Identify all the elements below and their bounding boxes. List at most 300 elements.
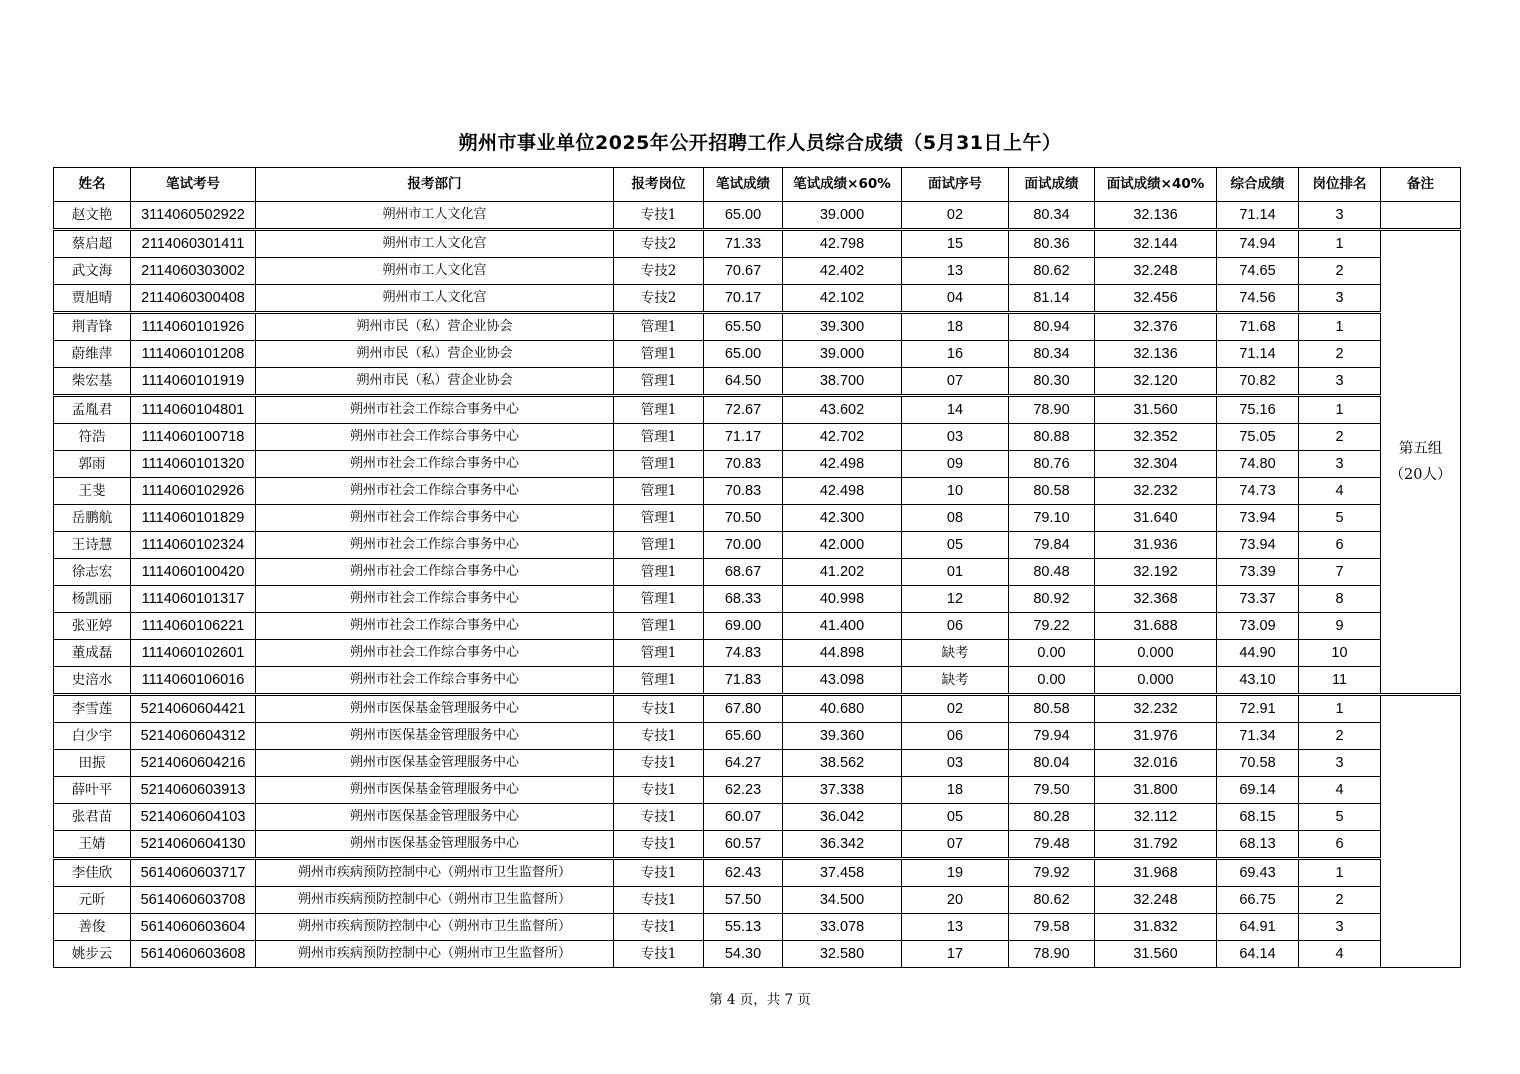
table-cell: 1114060102324 — [131, 532, 256, 559]
table-cell: 42.798 — [783, 230, 902, 258]
table-row — [54, 831, 1461, 859]
table-header-row — [54, 168, 1461, 202]
table-cell: 57.50 — [704, 887, 783, 914]
table-cell: 专技1 — [614, 914, 704, 941]
table-cell: 38.700 — [783, 368, 902, 396]
table-cell: 73.94 — [1217, 505, 1299, 532]
table-cell: 36.342 — [783, 831, 902, 859]
table-cell: 管理1 — [614, 559, 704, 586]
table-cell: 67.80 — [704, 695, 783, 723]
table-cell: 管理1 — [614, 640, 704, 667]
table-cell: 元昕 — [54, 887, 131, 914]
table-cell: 蔚维萍 — [54, 341, 131, 368]
table-cell: 田振 — [54, 750, 131, 777]
table-cell: 荆青锋 — [54, 313, 131, 341]
table-cell: 3 — [1299, 368, 1381, 396]
table-cell: 专技1 — [614, 777, 704, 804]
table-cell: 80.30 — [1009, 368, 1095, 396]
table-row — [54, 640, 1461, 667]
table-cell: 80.48 — [1009, 559, 1095, 586]
table-cell: 8 — [1299, 586, 1381, 613]
table-cell: 09 — [902, 451, 1009, 478]
table-cell: 74.56 — [1217, 285, 1299, 313]
table-cell: 31.936 — [1095, 532, 1217, 559]
table-cell: 04 — [902, 285, 1009, 313]
table-row — [54, 285, 1461, 313]
table-row — [54, 613, 1461, 640]
table-cell: 65.50 — [704, 313, 783, 341]
table-cell: 王斐 — [54, 478, 131, 505]
table-cell: 1114060101208 — [131, 341, 256, 368]
table-cell: 专技1 — [614, 859, 704, 887]
table-cell: 71.14 — [1217, 202, 1299, 230]
table-cell: 2 — [1299, 723, 1381, 750]
table-cell: 管理1 — [614, 368, 704, 396]
table-cell: 11 — [1299, 667, 1381, 695]
table-cell: 白少宇 — [54, 723, 131, 750]
table-cell: 66.75 — [1217, 887, 1299, 914]
table-cell: 6 — [1299, 831, 1381, 859]
table-cell: 81.14 — [1009, 285, 1095, 313]
table-cell: 孟胤君 — [54, 396, 131, 424]
table-cell: 72.91 — [1217, 695, 1299, 723]
table-cell: 32.376 — [1095, 313, 1217, 341]
table-row — [54, 723, 1461, 750]
table-cell: 79.22 — [1009, 613, 1095, 640]
table-cell: 44.90 — [1217, 640, 1299, 667]
table-cell: 78.90 — [1009, 396, 1095, 424]
table-row — [54, 941, 1461, 968]
table-row — [54, 258, 1461, 285]
table-cell: 14 — [902, 396, 1009, 424]
table-cell: 15 — [902, 230, 1009, 258]
table-cell: 73.37 — [1217, 586, 1299, 613]
table-cell: 10 — [1299, 640, 1381, 667]
column-header: 笔试成绩×60% — [783, 168, 902, 202]
table-row — [54, 777, 1461, 804]
table-cell: 朔州市社会工作综合事务中心 — [256, 478, 614, 505]
table-cell: 2114060303002 — [131, 258, 256, 285]
table-cell: 2 — [1299, 258, 1381, 285]
table-cell: 32.136 — [1095, 341, 1217, 368]
table-row — [54, 695, 1461, 723]
table-cell: 王婧 — [54, 831, 131, 859]
table-cell: 0.000 — [1095, 640, 1217, 667]
table-cell: 朔州市社会工作综合事务中心 — [256, 505, 614, 532]
table-cell: 管理1 — [614, 505, 704, 532]
table-cell: 79.94 — [1009, 723, 1095, 750]
table-cell: 39.000 — [783, 202, 902, 230]
table-cell: 1 — [1299, 695, 1381, 723]
column-header: 面试序号 — [902, 168, 1009, 202]
table-cell: 71.14 — [1217, 341, 1299, 368]
page-title: 朔州市事业单位2025年公开招聘工作人员综合成绩（5月31日上午） — [458, 132, 1062, 154]
table-cell: 朔州市民（私）营企业协会 — [256, 368, 614, 396]
table-cell: 80.28 — [1009, 804, 1095, 831]
table-cell: 朔州市疾病预防控制中心（朔州市卫生监督所） — [256, 941, 614, 968]
table-cell: 管理1 — [614, 341, 704, 368]
table-cell: 70.58 — [1217, 750, 1299, 777]
table-cell: 王诗慧 — [54, 532, 131, 559]
table-cell: 20 — [902, 887, 1009, 914]
table-cell: 1114060104801 — [131, 396, 256, 424]
table-cell: 31.832 — [1095, 914, 1217, 941]
table-cell: 1114060101829 — [131, 505, 256, 532]
column-header: 面试成绩×40% — [1095, 168, 1217, 202]
table-cell: 37.458 — [783, 859, 902, 887]
table-cell: 李佳欣 — [54, 859, 131, 887]
table-cell: 80.88 — [1009, 424, 1095, 451]
table-cell: 55.13 — [704, 914, 783, 941]
table-cell: 朔州市工人文化宫 — [256, 258, 614, 285]
table-cell: 朔州市民（私）营企业协会 — [256, 313, 614, 341]
table-cell: 32.248 — [1095, 887, 1217, 914]
table-cell: 62.23 — [704, 777, 783, 804]
table-cell: 75.05 — [1217, 424, 1299, 451]
table-cell: 朔州市医保基金管理服务中心 — [256, 831, 614, 859]
table-cell: 74.83 — [704, 640, 783, 667]
table-cell: 39.000 — [783, 341, 902, 368]
table-cell: 32.248 — [1095, 258, 1217, 285]
table-cell: 42.702 — [783, 424, 902, 451]
table-cell: 79.58 — [1009, 914, 1095, 941]
table-cell: 71.83 — [704, 667, 783, 695]
table-cell: 1 — [1299, 396, 1381, 424]
table-row — [54, 887, 1461, 914]
table-cell: 68.15 — [1217, 804, 1299, 831]
table-cell: 75.16 — [1217, 396, 1299, 424]
table-cell: 朔州市医保基金管理服务中心 — [256, 804, 614, 831]
table-cell: 管理1 — [614, 667, 704, 695]
table-cell: 张君苗 — [54, 804, 131, 831]
table-cell: 5 — [1299, 804, 1381, 831]
table-cell: 1114060101320 — [131, 451, 256, 478]
table-cell: 71.17 — [704, 424, 783, 451]
table-cell: 朔州市社会工作综合事务中心 — [256, 451, 614, 478]
table-cell: 42.402 — [783, 258, 902, 285]
table-cell: 32.112 — [1095, 804, 1217, 831]
table-cell: 70.83 — [704, 478, 783, 505]
table-cell: 1114060101919 — [131, 368, 256, 396]
table-cell: 65.00 — [704, 341, 783, 368]
table-cell: 5 — [1299, 505, 1381, 532]
table-cell: 4 — [1299, 478, 1381, 505]
table-cell: 赵文艳 — [54, 202, 131, 230]
table-cell: 专技2 — [614, 258, 704, 285]
table-cell: 柴宏基 — [54, 368, 131, 396]
table-cell: 岳鹏航 — [54, 505, 131, 532]
table-row — [54, 202, 1461, 230]
table-cell: 1 — [1299, 859, 1381, 887]
column-header: 报考部门 — [256, 168, 614, 202]
table-cell: 70.67 — [704, 258, 783, 285]
table-cell: 徐志宏 — [54, 559, 131, 586]
table-cell: 54.30 — [704, 941, 783, 968]
table-cell: 4 — [1299, 777, 1381, 804]
table-row — [54, 804, 1461, 831]
table-cell: 73.39 — [1217, 559, 1299, 586]
table-cell: 31.640 — [1095, 505, 1217, 532]
table-cell: 5214060603913 — [131, 777, 256, 804]
table-cell: 68.67 — [704, 559, 783, 586]
table-cell: 42.498 — [783, 451, 902, 478]
table-cell: 64.91 — [1217, 914, 1299, 941]
table-cell: 朔州市社会工作综合事务中心 — [256, 532, 614, 559]
table-cell: 41.400 — [783, 613, 902, 640]
table-cell: 朔州市疾病预防控制中心（朔州市卫生监督所） — [256, 859, 614, 887]
column-header: 岗位排名 — [1299, 168, 1381, 202]
table-row — [54, 532, 1461, 559]
table-cell: 1114060101926 — [131, 313, 256, 341]
table-cell: 贾旭晴 — [54, 285, 131, 313]
score-table — [53, 167, 1461, 968]
table-cell: 3 — [1299, 451, 1381, 478]
table-row — [54, 750, 1461, 777]
table-cell: 42.000 — [783, 532, 902, 559]
table-cell: 郭雨 — [54, 451, 131, 478]
table-cell: 43.10 — [1217, 667, 1299, 695]
table-cell: 74.65 — [1217, 258, 1299, 285]
table-cell: 02 — [902, 202, 1009, 230]
table-cell: 62.43 — [704, 859, 783, 887]
table-cell: 34.500 — [783, 887, 902, 914]
table-cell: 朔州市疾病预防控制中心（朔州市卫生监督所） — [256, 914, 614, 941]
table-cell: 7 — [1299, 559, 1381, 586]
table-row — [54, 667, 1461, 695]
column-header: 综合成绩 — [1217, 168, 1299, 202]
table-cell: 07 — [902, 831, 1009, 859]
table-cell: 18 — [902, 777, 1009, 804]
table-cell: 5614060603717 — [131, 859, 256, 887]
table-row — [54, 478, 1461, 505]
table-cell: 5614060603708 — [131, 887, 256, 914]
table-cell: 42.300 — [783, 505, 902, 532]
table-cell: 80.04 — [1009, 750, 1095, 777]
table-cell: 31.792 — [1095, 831, 1217, 859]
table-cell: 42.102 — [783, 285, 902, 313]
column-header: 笔试成绩 — [704, 168, 783, 202]
table-row — [54, 396, 1461, 424]
table-cell: 80.94 — [1009, 313, 1095, 341]
table-cell: 79.50 — [1009, 777, 1095, 804]
table-cell: 2 — [1299, 424, 1381, 451]
table-row — [54, 451, 1461, 478]
table-cell: 0.000 — [1095, 667, 1217, 695]
table-row — [54, 368, 1461, 396]
table-cell: 武文海 — [54, 258, 131, 285]
table-cell: 70.17 — [704, 285, 783, 313]
table-cell: 管理1 — [614, 396, 704, 424]
table-cell: 79.92 — [1009, 859, 1095, 887]
table-row — [54, 313, 1461, 341]
table-cell: 60.57 — [704, 831, 783, 859]
table-cell: 42.498 — [783, 478, 902, 505]
table-cell: 朔州市社会工作综合事务中心 — [256, 424, 614, 451]
column-header: 姓名 — [54, 168, 131, 202]
table-cell: 1114060102926 — [131, 478, 256, 505]
table-cell: 13 — [902, 258, 1009, 285]
table-cell: 64.50 — [704, 368, 783, 396]
table-cell: 70.00 — [704, 532, 783, 559]
table-row — [54, 341, 1461, 368]
table-cell: 80.58 — [1009, 478, 1095, 505]
table-cell: 40.998 — [783, 586, 902, 613]
table-cell: 1114060106016 — [131, 667, 256, 695]
table-row — [54, 559, 1461, 586]
column-header: 备注 — [1381, 168, 1461, 202]
table-cell: 17 — [902, 941, 1009, 968]
table-cell: 64.27 — [704, 750, 783, 777]
table-row — [54, 505, 1461, 532]
table-cell: 缺考 — [902, 640, 1009, 667]
table-cell: 32.232 — [1095, 695, 1217, 723]
table-cell: 5214060604312 — [131, 723, 256, 750]
table-cell: 37.338 — [783, 777, 902, 804]
table-cell: 80.62 — [1009, 258, 1095, 285]
table-cell: 1114060106221 — [131, 613, 256, 640]
table-cell: 05 — [902, 532, 1009, 559]
table-cell: 71.68 — [1217, 313, 1299, 341]
table-cell: 朔州市医保基金管理服务中心 — [256, 723, 614, 750]
table-cell: 70.82 — [1217, 368, 1299, 396]
table-cell: 李雪莲 — [54, 695, 131, 723]
table-cell: 16 — [902, 341, 1009, 368]
table-cell: 68.33 — [704, 586, 783, 613]
table-cell: 朔州市工人文化宫 — [256, 230, 614, 258]
table-cell: 3114060502922 — [131, 202, 256, 230]
table-cell: 19 — [902, 859, 1009, 887]
table-cell: 朔州市工人文化宫 — [256, 202, 614, 230]
table-cell: 78.90 — [1009, 941, 1095, 968]
page-footer: 第 4 页，共 7 页 — [709, 992, 811, 1008]
table-cell: 杨凯丽 — [54, 586, 131, 613]
table-cell: 3 — [1299, 914, 1381, 941]
table-cell: 05 — [902, 804, 1009, 831]
table-cell: 06 — [902, 723, 1009, 750]
table-cell: 2 — [1299, 887, 1381, 914]
table-cell: 64.14 — [1217, 941, 1299, 968]
table-cell: 2114060301411 — [131, 230, 256, 258]
table-cell: 专技2 — [614, 285, 704, 313]
table-cell: 朔州市社会工作综合事务中心 — [256, 586, 614, 613]
table-cell: 32.304 — [1095, 451, 1217, 478]
table-row — [54, 914, 1461, 941]
table-cell: 74.94 — [1217, 230, 1299, 258]
table-cell: 专技2 — [614, 230, 704, 258]
table-cell: 缺考 — [902, 667, 1009, 695]
table-cell: 80.92 — [1009, 586, 1095, 613]
table-cell: 0.00 — [1009, 640, 1095, 667]
table-cell: 专技1 — [614, 831, 704, 859]
table-cell: 02 — [902, 695, 1009, 723]
table-cell: 3 — [1299, 202, 1381, 230]
table-cell: 3 — [1299, 285, 1381, 313]
table-cell: 朔州市医保基金管理服务中心 — [256, 750, 614, 777]
table-cell: 薛叶平 — [54, 777, 131, 804]
table-cell: 74.80 — [1217, 451, 1299, 478]
table-cell: 31.800 — [1095, 777, 1217, 804]
table-cell: 10 — [902, 478, 1009, 505]
table-cell: 1114060100718 — [131, 424, 256, 451]
table-cell: 5214060604103 — [131, 804, 256, 831]
table-cell: 2114060300408 — [131, 285, 256, 313]
table-cell: 73.09 — [1217, 613, 1299, 640]
table-cell: 管理1 — [614, 613, 704, 640]
table-cell: 32.120 — [1095, 368, 1217, 396]
table-cell: 专技1 — [614, 887, 704, 914]
table-cell: 管理1 — [614, 586, 704, 613]
table-cell: 32.232 — [1095, 478, 1217, 505]
table-cell: 1 — [1299, 230, 1381, 258]
table-cell: 71.34 — [1217, 723, 1299, 750]
table-cell: 31.976 — [1095, 723, 1217, 750]
table-cell: 39.300 — [783, 313, 902, 341]
table-cell: 专技1 — [614, 750, 704, 777]
table-cell: 32.580 — [783, 941, 902, 968]
table-cell: 70.83 — [704, 451, 783, 478]
table-cell: 姚步云 — [54, 941, 131, 968]
table-cell: 1114060100420 — [131, 559, 256, 586]
table-cell: 69.43 — [1217, 859, 1299, 887]
remark-group-cell: 第五组 （20人） — [1381, 230, 1461, 695]
table-cell: 3 — [1299, 750, 1381, 777]
table-cell: 80.58 — [1009, 695, 1095, 723]
table-row — [54, 424, 1461, 451]
table-cell: 0.00 — [1009, 667, 1095, 695]
table-cell: 41.202 — [783, 559, 902, 586]
table-cell: 朔州市社会工作综合事务中心 — [256, 559, 614, 586]
table-cell: 32.192 — [1095, 559, 1217, 586]
table-cell: 4 — [1299, 941, 1381, 968]
table-cell: 60.07 — [704, 804, 783, 831]
table-cell: 6 — [1299, 532, 1381, 559]
table-cell: 1114060102601 — [131, 640, 256, 667]
table-cell: 31.560 — [1095, 941, 1217, 968]
table-cell: 1 — [1299, 313, 1381, 341]
table-cell: 32.136 — [1095, 202, 1217, 230]
table-cell: 18 — [902, 313, 1009, 341]
table-cell: 5614060603608 — [131, 941, 256, 968]
table-cell: 03 — [902, 750, 1009, 777]
table-cell: 1114060101317 — [131, 586, 256, 613]
table-cell: 08 — [902, 505, 1009, 532]
table-cell: 朔州市疾病预防控制中心（朔州市卫生监督所） — [256, 887, 614, 914]
table-cell: 32.016 — [1095, 750, 1217, 777]
table-cell: 32.456 — [1095, 285, 1217, 313]
table-cell: 80.76 — [1009, 451, 1095, 478]
column-header: 笔试考号 — [131, 168, 256, 202]
table-row — [54, 230, 1461, 258]
table-cell: 管理1 — [614, 478, 704, 505]
column-header: 面试成绩 — [1009, 168, 1095, 202]
table-cell: 朔州市工人文化宫 — [256, 285, 614, 313]
table-cell: 36.042 — [783, 804, 902, 831]
table-cell: 专技1 — [614, 723, 704, 750]
table-cell: 董成磊 — [54, 640, 131, 667]
table-body — [54, 202, 1461, 968]
table-cell: 69.14 — [1217, 777, 1299, 804]
table-cell: 朔州市社会工作综合事务中心 — [256, 667, 614, 695]
table-cell: 13 — [902, 914, 1009, 941]
table-cell: 80.36 — [1009, 230, 1095, 258]
table-cell: 32.144 — [1095, 230, 1217, 258]
table-cell: 44.898 — [783, 640, 902, 667]
table-cell: 专技1 — [614, 941, 704, 968]
table-cell: 5214060604130 — [131, 831, 256, 859]
table-cell: 管理1 — [614, 532, 704, 559]
remark-cell — [1381, 202, 1461, 230]
table-cell: 68.13 — [1217, 831, 1299, 859]
